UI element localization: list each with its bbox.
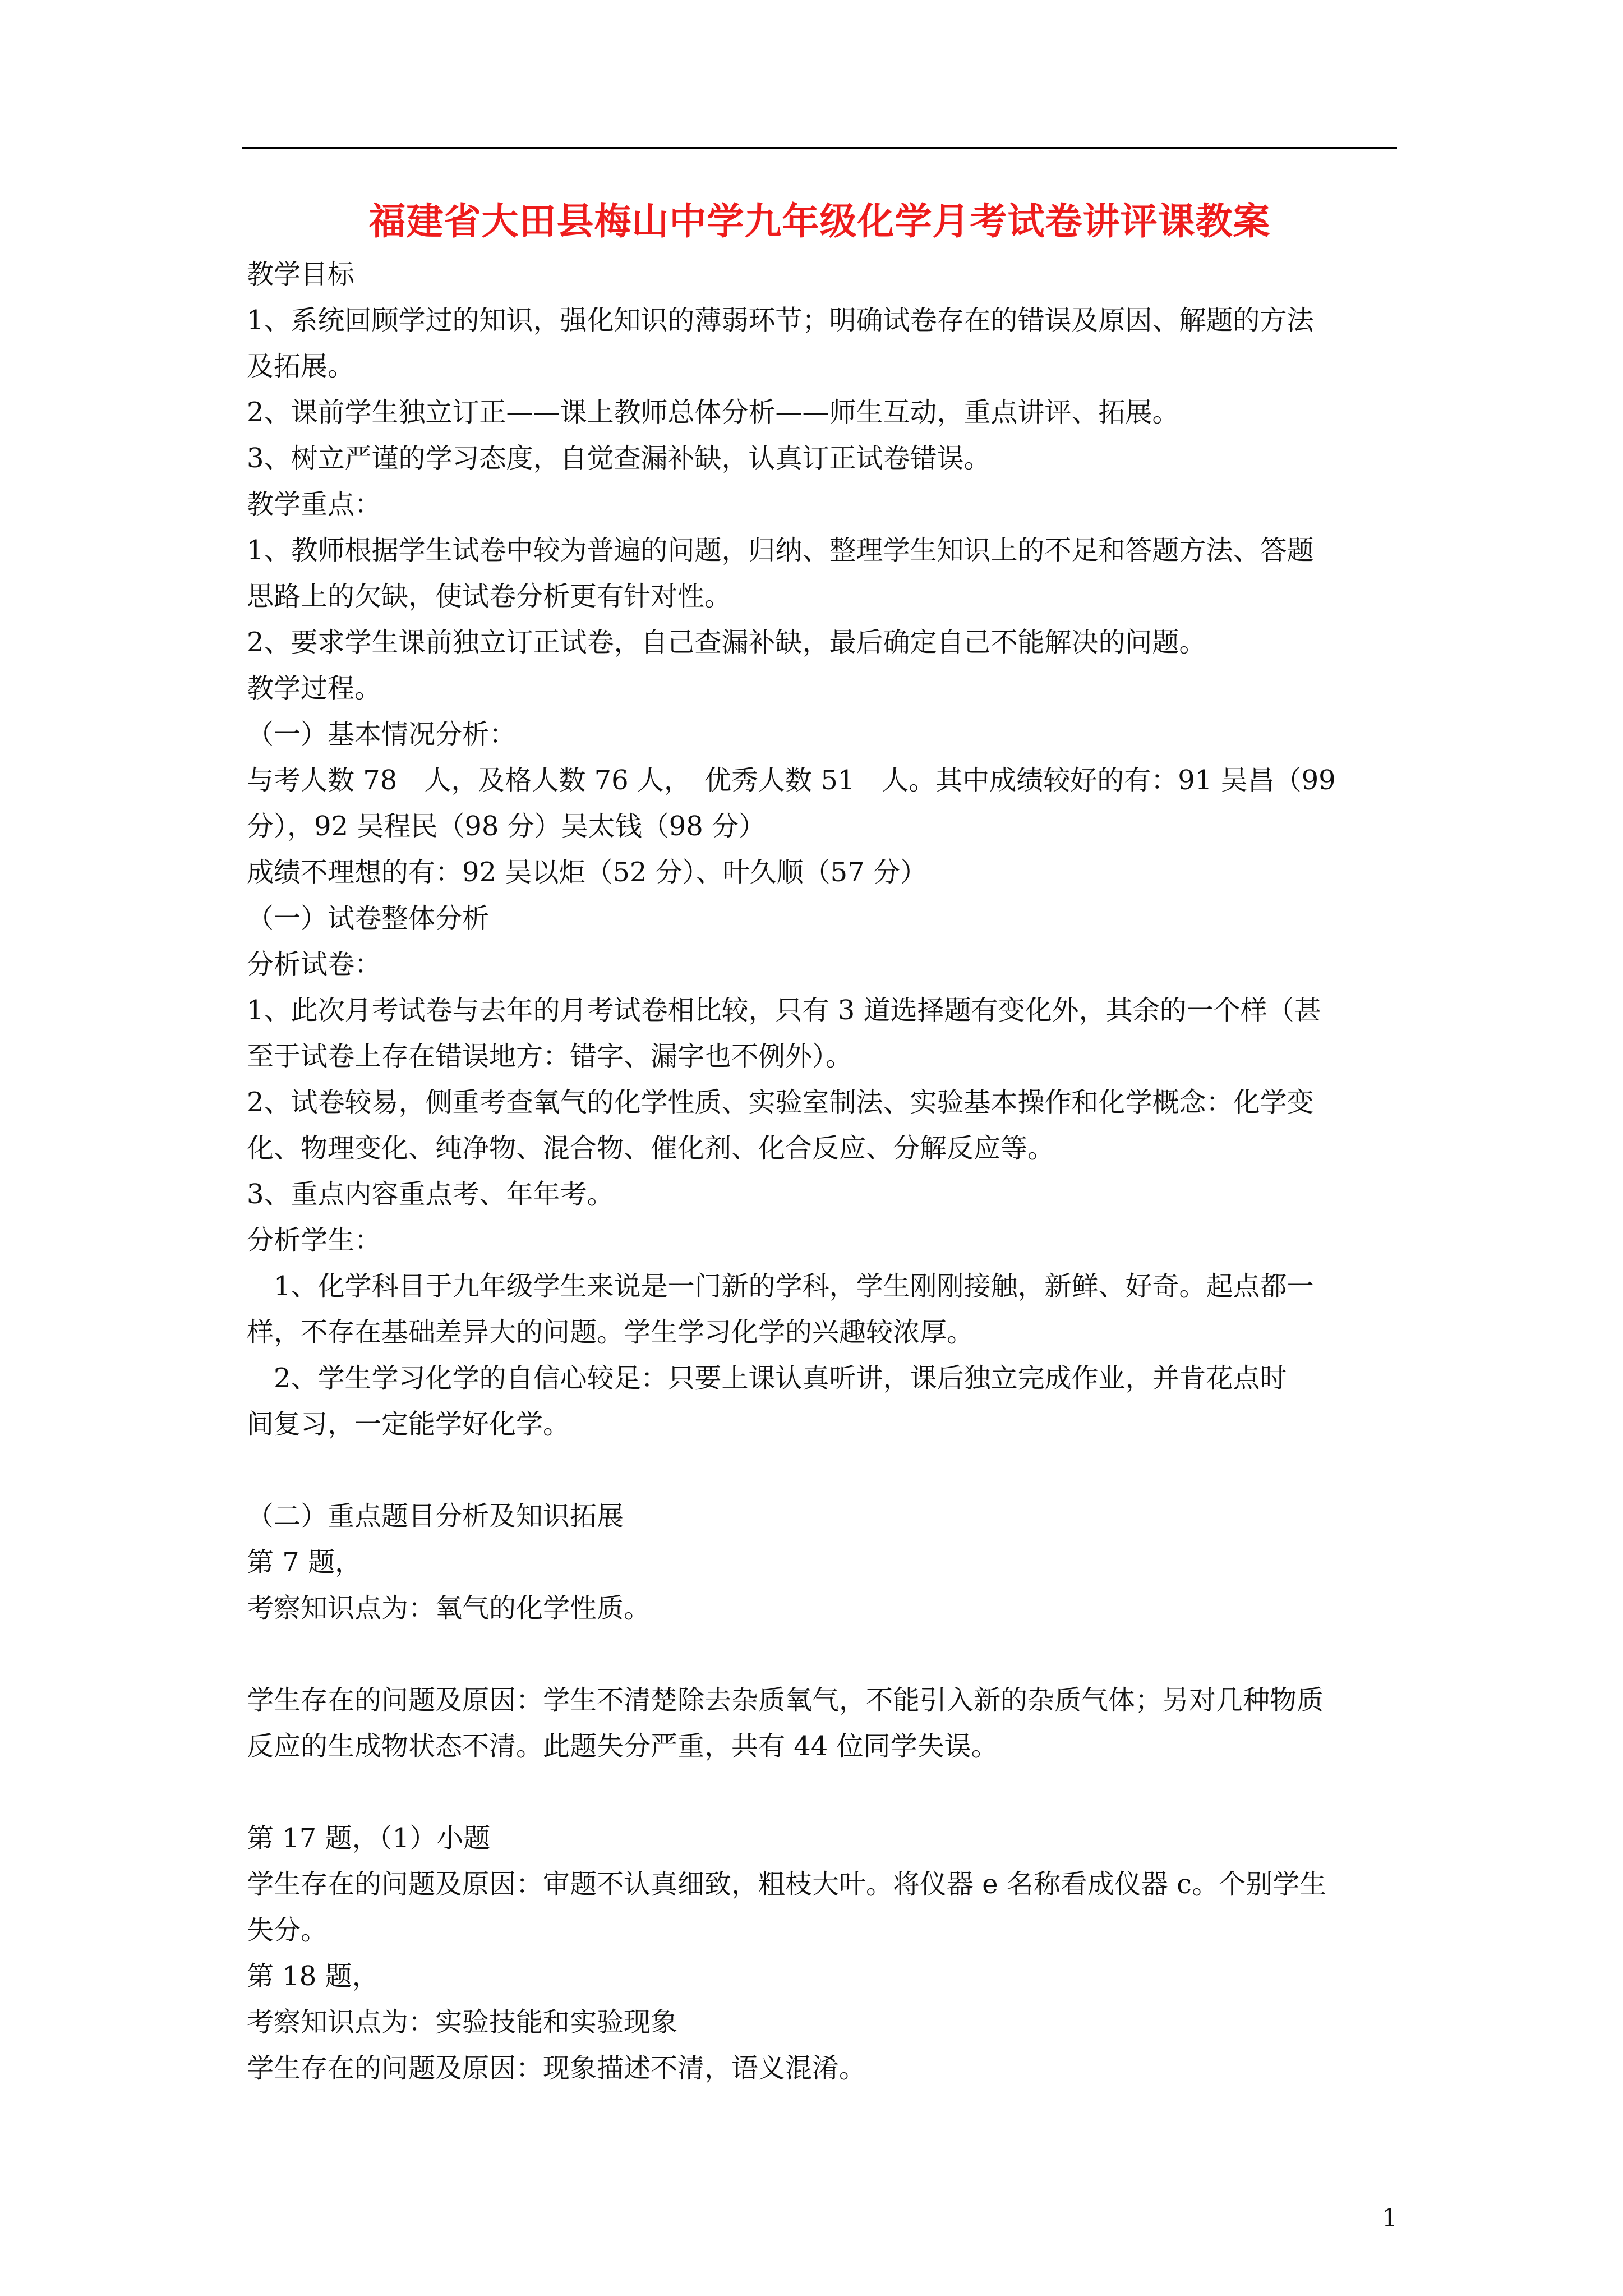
- text-line: 第 7 题，: [247, 1547, 362, 1578]
- text-line: 1、教师根据学生试卷中较为普遍的问题，归纳、整理学生知识上的不足和答题方法、答题: [247, 535, 1314, 566]
- text-line: 第 17 题，（1）小题: [247, 1823, 491, 1854]
- text-line: 2、试卷较易，侧重考查氧气的化学性质、实验室制法、实验基本操作和化学概念：化学变: [247, 1087, 1314, 1118]
- text-line: 3、重点内容重点考、年年考。: [247, 1179, 614, 1210]
- text-line: 教学目标: [247, 259, 355, 290]
- text-line: 考察知识点为：实验技能和实验现象: [247, 2007, 678, 2038]
- document-body: [247, 251, 1396, 2091]
- text-line: 样，不存在基础差异大的问题。学生学习化学的兴趣较浓厚。: [247, 1317, 974, 1348]
- text-line: 分析试卷：: [247, 949, 382, 980]
- text-line: （二）重点题目分析及知识拓展: [247, 1501, 624, 1532]
- blank-line: [247, 1631, 1396, 1677]
- blank-line: [247, 1769, 1396, 1815]
- text-line: 失分。: [247, 1915, 328, 1946]
- text-line: 1、此次月考试卷与去年的月考试卷相比较，只有 3 道选择题有变化外，其余的一个样（甚: [247, 995, 1321, 1026]
- text-line: 化、物理变化、纯净物、混合物、催化剂、化合反应、分解反应等。: [247, 1133, 1055, 1164]
- text-line: 反应的生成物状态不清。此题失分严重，共有 44 位同学失误。: [247, 1731, 998, 1762]
- text-line: 学生存在的问题及原因：学生不清楚除去杂质氧气，不能引入新的杂质气体；另对几种物质: [247, 1685, 1324, 1716]
- text-line: 第 18 题，: [247, 1961, 379, 1992]
- document-title: 福建省大田县梅山中学九年级化学月考试卷讲评课教案: [368, 200, 1271, 243]
- text-line: 3、树立严谨的学习态度，自觉查漏补缺，认真订正试卷错误。: [247, 443, 991, 474]
- text-line: 与考人数 78 人，及格人数 76 人， 优秀人数 51 人。其中成绩较好的有：91 吴昌（99: [247, 765, 1336, 796]
- text-line: 教学重点：: [247, 489, 382, 520]
- text-line: 间复习，一定能学好化学。: [247, 1409, 570, 1440]
- text-line: 学生存在的问题及原因：审题不认真细致，粗枝大叶。将仪器 e 名称看成仪器 c。个别学生: [247, 1869, 1327, 1900]
- text-line: （一）基本情况分析：: [247, 719, 517, 750]
- text-line: 至于试卷上存在错误地方：错字、漏字也不例外）。: [247, 1041, 853, 1072]
- text-line: 2、学生学习化学的自信心较足：只要上课认真听讲，课后独立完成作业，并肯花点时: [247, 1363, 1287, 1394]
- text-line: 及拓展。: [247, 351, 355, 382]
- text-line: 考察知识点为：氧气的化学性质。: [247, 1593, 651, 1624]
- page-number: 1: [1382, 2204, 1398, 2233]
- blank-line: [247, 1447, 1396, 1493]
- text-line: 分析学生：: [247, 1225, 382, 1256]
- text-line: 成绩不理想的有：92 吴以炬（52 分）、叶久顺（57 分）: [247, 857, 928, 888]
- text-line: 学生存在的问题及原因：现象描述不清，语义混淆。: [247, 2053, 866, 2084]
- text-line: 思路上的欠缺，使试卷分析更有针对性。: [247, 581, 732, 612]
- text-line: 1、系统回顾学过的知识，强化知识的薄弱环节；明确试卷存在的错误及原因、解题的方法: [247, 305, 1314, 336]
- header-rule: [242, 147, 1397, 149]
- text-line: 2、课前学生独立订正——课上教师总体分析——师生互动，重点讲评、拓展。: [247, 397, 1179, 428]
- text-line: 1、化学科目于九年级学生来说是一门新的学科，学生刚刚接触，新鲜、好奇。起点都一: [247, 1271, 1314, 1302]
- text-line: 教学过程。: [247, 673, 382, 704]
- text-line: 分），92 吴程民（98 分）吴太钱（98 分）: [247, 811, 766, 842]
- text-line: 2、要求学生课前独立订正试卷，自己查漏补缺，最后确定自己不能解决的问题。: [247, 627, 1206, 658]
- text-line: （一）试卷整体分析: [247, 903, 490, 934]
